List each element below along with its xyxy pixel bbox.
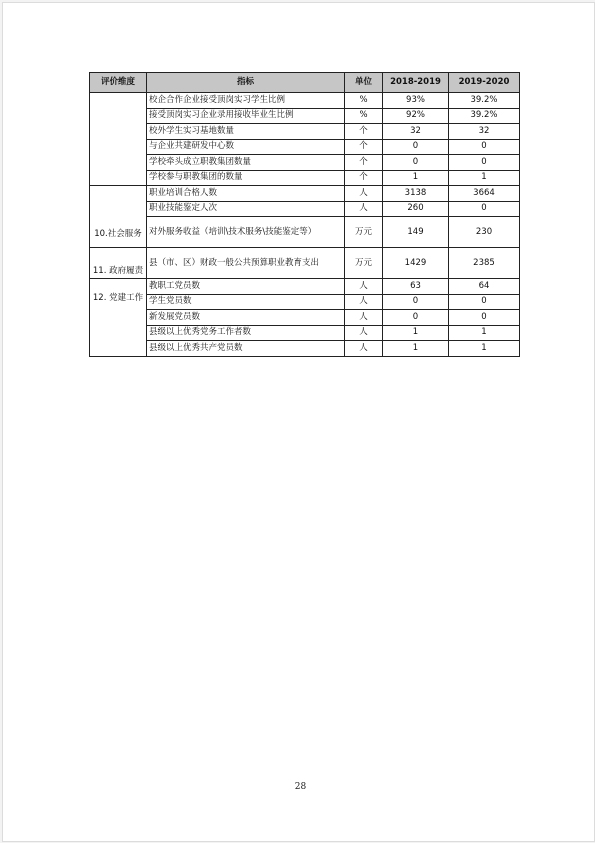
indicator-cell: 校外学生实习基地数量 [147, 124, 345, 140]
dimension-cell-government [90, 248, 147, 279]
table-row [90, 139, 520, 155]
header-dimension: 评价维度 [90, 73, 147, 93]
indicator-cell: 职业技能鉴定人次 [147, 201, 345, 217]
table-header-row [90, 73, 520, 93]
unit-cell: 个 [345, 124, 383, 140]
dimension-cell-empty [90, 93, 147, 186]
document-page [2, 2, 595, 842]
value-2018-cell: 3138 [383, 186, 449, 202]
value-2019-cell: 39.2% [449, 108, 520, 124]
value-2019-cell: 39.2% [449, 93, 520, 109]
value-2018-cell: 0 [383, 139, 449, 155]
unit-cell: 万元 [345, 248, 383, 279]
indicator-cell: 新发展党员数 [147, 310, 345, 326]
evaluation-table [89, 72, 520, 357]
table-row [90, 170, 520, 186]
value-2018-cell: 32 [383, 124, 449, 140]
unit-cell: 人 [345, 201, 383, 217]
indicator-cell: 县（市、区）财政一般公共预算职业教育支出 [147, 248, 345, 279]
indicator-cell: 接受顶岗实习企业录用接收毕业生比例 [147, 108, 345, 124]
header-indicator: 指标 [147, 73, 345, 93]
value-2019-cell: 32 [449, 124, 520, 140]
value-2018-cell: 260 [383, 201, 449, 217]
indicator-cell: 与企业共建研发中心数 [147, 139, 345, 155]
table-row [90, 294, 520, 310]
unit-cell: 人 [345, 310, 383, 326]
unit-cell: 人 [345, 186, 383, 202]
unit-cell: % [345, 93, 383, 109]
table-row [90, 325, 520, 341]
value-2019-cell: 0 [449, 201, 520, 217]
indicator-cell: 教职工党员数 [147, 279, 345, 295]
value-2018-cell: 0 [383, 310, 449, 326]
dimension-label: 11. 政府履责 [92, 266, 144, 276]
value-2019-cell: 1 [449, 325, 520, 341]
header-year-2019: 2019-2020 [449, 73, 520, 93]
value-2018-cell: 92% [383, 108, 449, 124]
unit-cell: 人 [345, 325, 383, 341]
dimension-label: 10.社会服务 [94, 229, 142, 239]
value-2018-cell: 0 [383, 155, 449, 171]
value-2018-cell: 1 [383, 170, 449, 186]
value-2018-cell: 1 [383, 325, 449, 341]
unit-cell: 人 [345, 341, 383, 357]
indicator-cell: 县级以上优秀党务工作者数 [147, 325, 345, 341]
value-2018-cell: 149 [383, 217, 449, 248]
table-row [90, 155, 520, 171]
dimension-cell-party [90, 279, 147, 357]
table-row [90, 217, 520, 248]
table-row [90, 108, 520, 124]
indicator-cell: 对外服务收益（培训\技术服务\技能鉴定等） [147, 217, 345, 248]
table-row [90, 248, 520, 279]
dimension-cell-social-service [90, 186, 147, 248]
indicator-cell: 学校参与职教集团的数量 [147, 170, 345, 186]
indicator-cell: 职业培训合格人数 [147, 186, 345, 202]
unit-cell: 个 [345, 139, 383, 155]
value-2019-cell: 1 [449, 341, 520, 357]
unit-cell: 万元 [345, 217, 383, 248]
unit-cell: 人 [345, 279, 383, 295]
unit-cell: % [345, 108, 383, 124]
value-2019-cell: 3664 [449, 186, 520, 202]
value-2019-cell: 0 [449, 310, 520, 326]
value-2019-cell: 0 [449, 139, 520, 155]
unit-cell: 人 [345, 294, 383, 310]
table-row [90, 124, 520, 140]
unit-cell: 个 [345, 155, 383, 171]
header-unit: 单位 [345, 73, 383, 93]
table-row [90, 201, 520, 217]
table-row [90, 186, 520, 202]
value-2019-cell: 1 [449, 170, 520, 186]
value-2018-cell: 1429 [383, 248, 449, 279]
page-number: 28 [294, 782, 307, 792]
table-row [90, 341, 520, 357]
value-2019-cell: 0 [449, 155, 520, 171]
value-2018-cell: 93% [383, 93, 449, 109]
table-row [90, 310, 520, 326]
indicator-cell: 学校牵头成立职教集团数量 [147, 155, 345, 171]
value-2018-cell: 63 [383, 279, 449, 295]
value-2019-cell: 0 [449, 294, 520, 310]
dimension-label: 12. 党建工作 [92, 293, 144, 303]
value-2019-cell: 2385 [449, 248, 520, 279]
indicator-cell: 校企合作企业接受顶岗实习学生比例 [147, 93, 345, 109]
table-row [90, 279, 520, 295]
value-2018-cell: 1 [383, 341, 449, 357]
value-2018-cell: 0 [383, 294, 449, 310]
value-2019-cell: 64 [449, 279, 520, 295]
header-year-2018: 2018-2019 [383, 73, 449, 93]
unit-cell: 个 [345, 170, 383, 186]
value-2019-cell: 230 [449, 217, 520, 248]
table-row [90, 93, 520, 109]
indicator-cell: 学生党员数 [147, 294, 345, 310]
indicator-cell: 县级以上优秀共产党员数 [147, 341, 345, 357]
